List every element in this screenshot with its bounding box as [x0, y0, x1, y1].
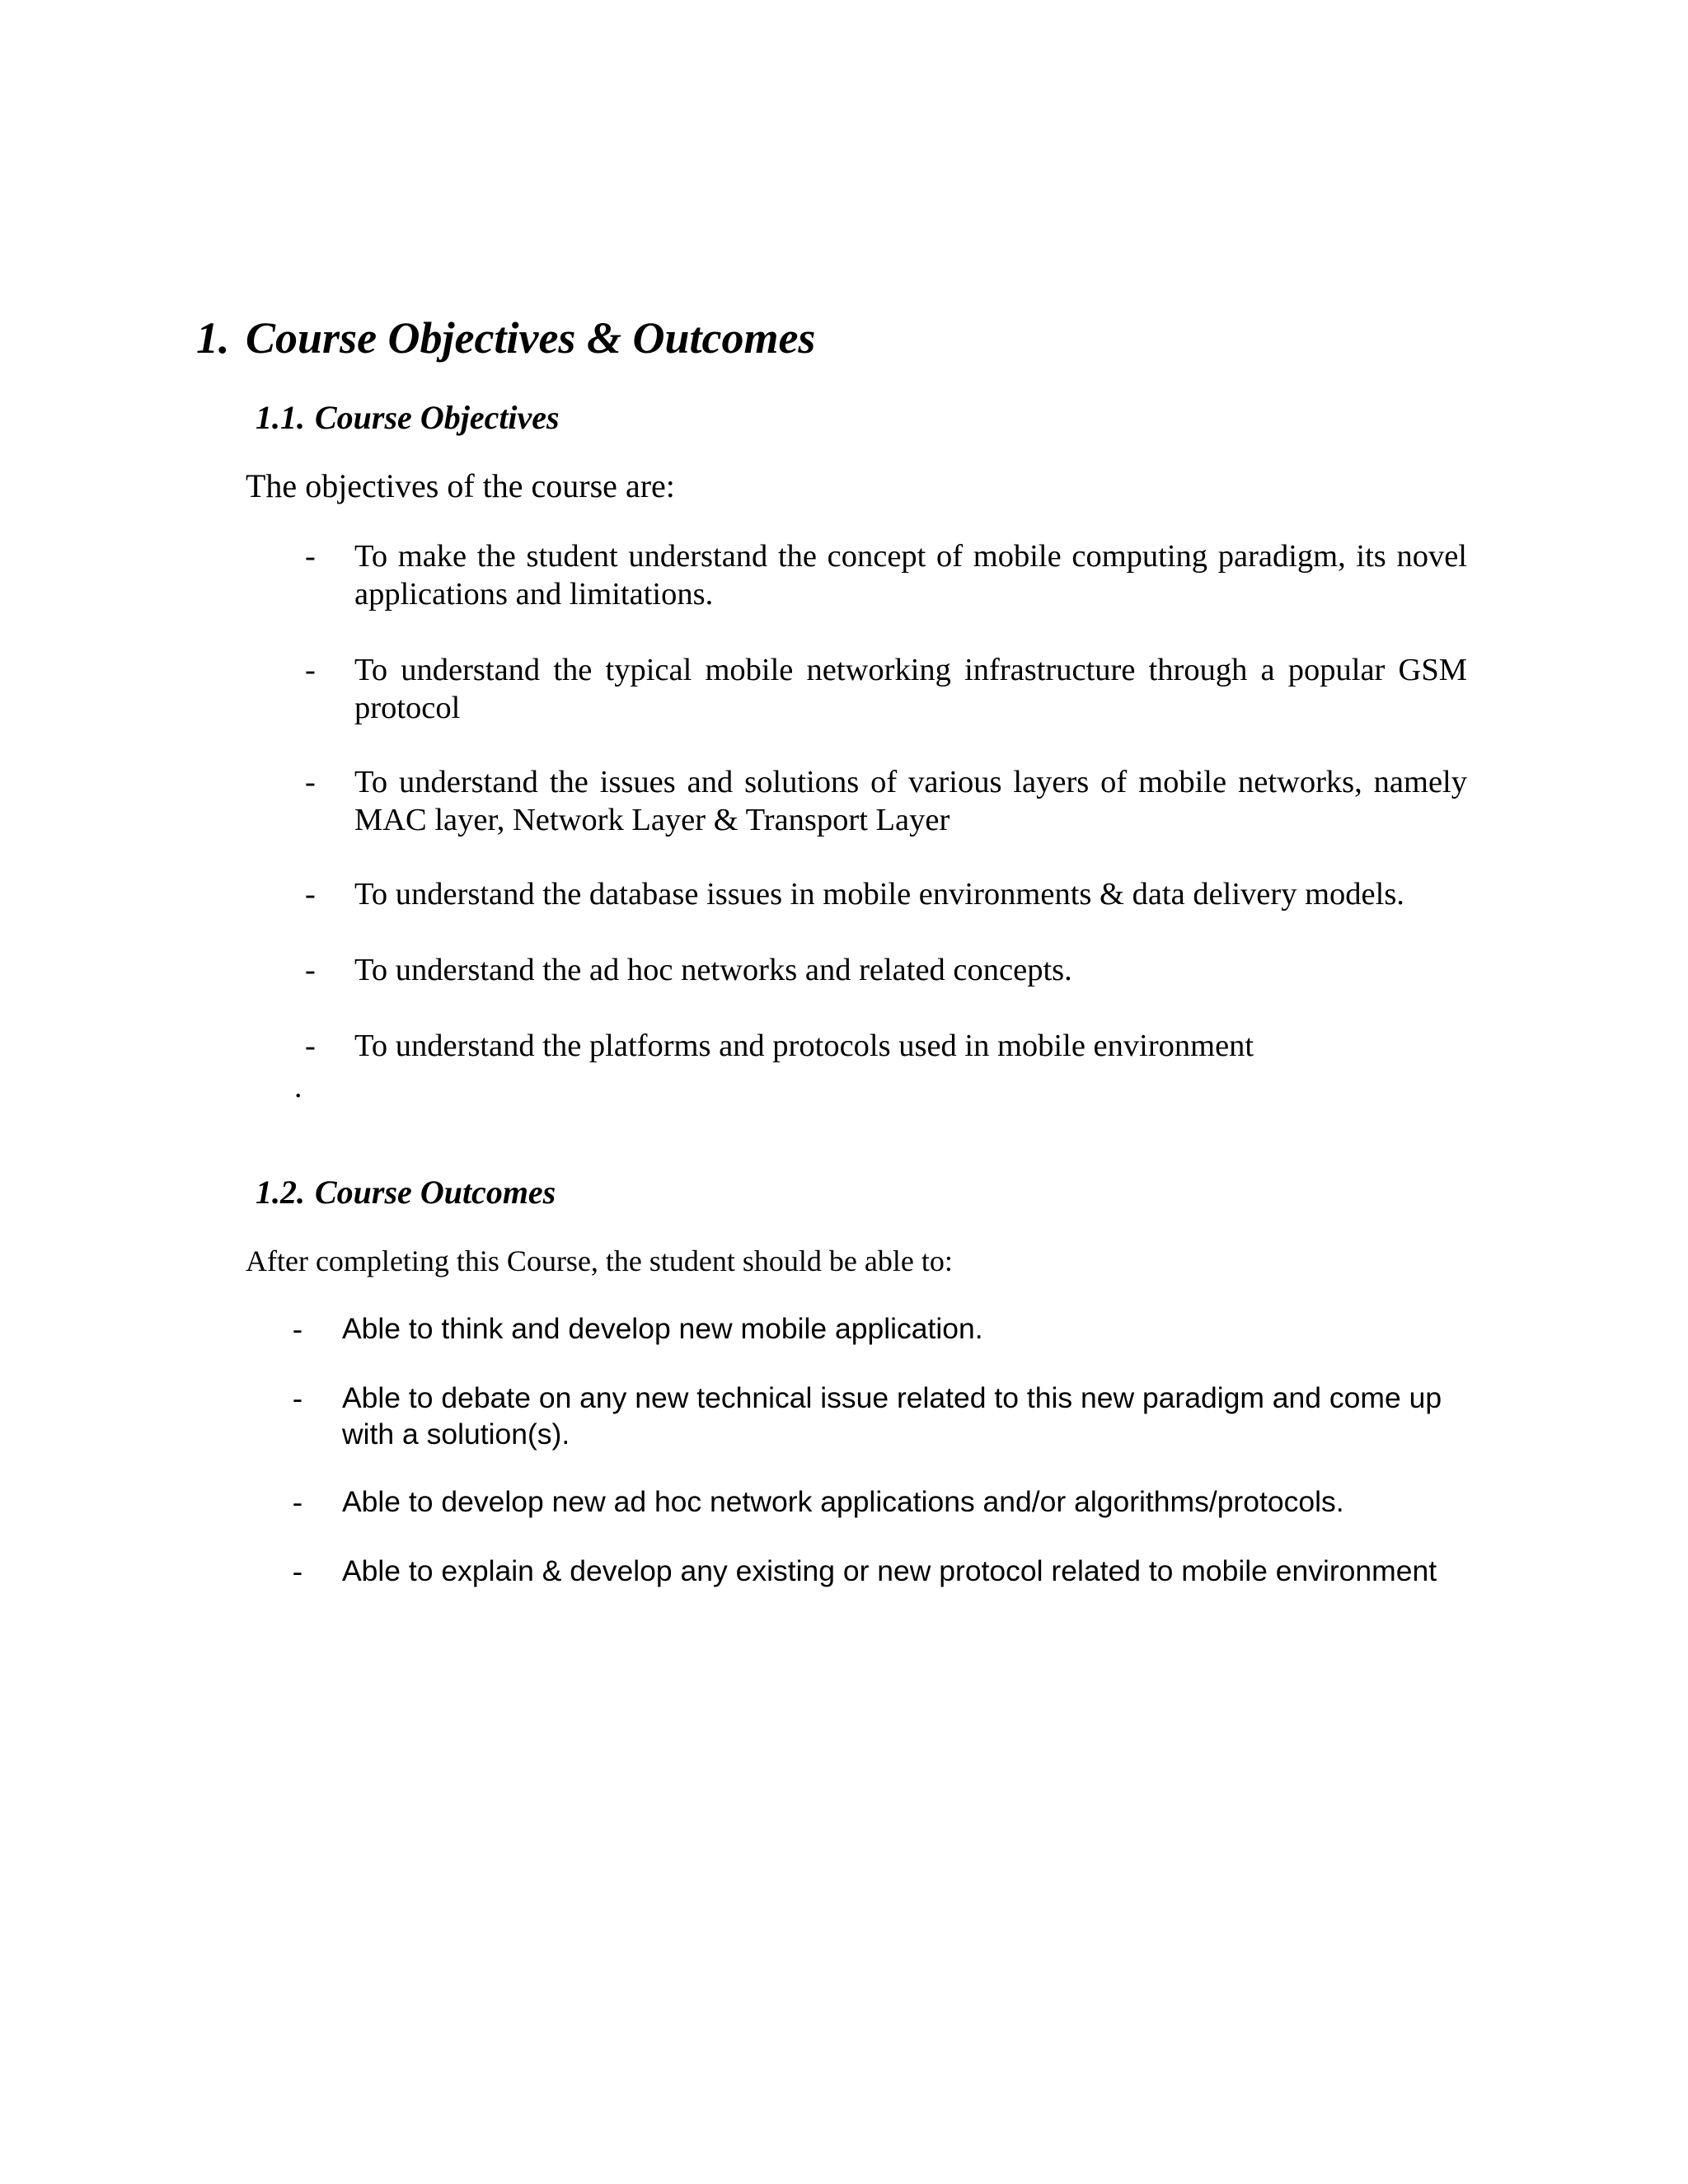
objectives-heading-title: Course Objectives	[315, 399, 560, 436]
outcome-item	[293, 1553, 1479, 1589]
trailing-period: .	[294, 1070, 302, 1104]
main-heading-number: 1.	[196, 313, 230, 363]
objective-text: To understand the database issues in mobile environments & data delivery models.	[354, 877, 1404, 912]
objectives-heading-number: 1.1.	[256, 399, 305, 436]
outcome-item	[293, 1483, 1479, 1520]
list-dash: -	[305, 539, 316, 574]
objectives-heading	[256, 398, 560, 438]
outcomes-heading-title: Course Outcomes	[315, 1174, 556, 1211]
objective-item	[305, 651, 1467, 727]
objective-item	[305, 875, 1467, 913]
list-dash: -	[305, 1029, 316, 1063]
outcome-text: Able to explain & develop any existing or new protocol related to mobile environment	[342, 1554, 1437, 1587]
outcomes-heading-number: 1.2.	[256, 1174, 305, 1211]
objective-text: To understand the typical mobile networking infrastructure through a popular GSM protocol	[354, 653, 1467, 725]
outcome-text: Able to debate on any new technical issue related to this new paradigm and come up with a solution(s).	[342, 1381, 1442, 1451]
list-dash: -	[305, 653, 316, 687]
outcome-item	[293, 1380, 1479, 1452]
outcome-item	[293, 1310, 1479, 1347]
objective-text: To make the student understand the concept of mobile computing paradigm, its novel applications and limitations.	[354, 539, 1467, 612]
main-heading	[196, 312, 815, 365]
objective-item	[305, 763, 1467, 839]
main-heading-title: Course Objectives & Outcomes	[246, 313, 816, 363]
outcomes-intro: After completing this Course, the student should be able to:	[246, 1244, 953, 1277]
list-dash: -	[305, 765, 316, 799]
objectives-intro: The objectives of the course are:	[246, 467, 675, 504]
list-dash: -	[305, 953, 316, 987]
outcome-text: Able to develop new ad hoc network applications and/or algorithms/protocols.	[342, 1485, 1344, 1518]
list-dash: -	[293, 1554, 302, 1587]
list-dash: -	[293, 1381, 302, 1414]
outcomes-heading	[256, 1173, 556, 1212]
objective-item	[305, 1027, 1467, 1065]
list-dash: -	[293, 1312, 302, 1345]
objective-text: To understand the ad hoc networks and related concepts.	[354, 953, 1072, 987]
objective-text: To understand the issues and solutions of various layers of mobile networks, namely MAC layer, Network Layer & Transport Layer	[354, 765, 1467, 837]
objective-text: To understand the platforms and protocols used in mobile environment	[354, 1029, 1254, 1063]
objective-item	[305, 951, 1467, 989]
list-dash: -	[293, 1485, 302, 1518]
list-dash: -	[305, 877, 316, 912]
objective-item	[305, 537, 1467, 613]
outcome-text: Able to think and develop new mobile application.	[342, 1312, 983, 1345]
